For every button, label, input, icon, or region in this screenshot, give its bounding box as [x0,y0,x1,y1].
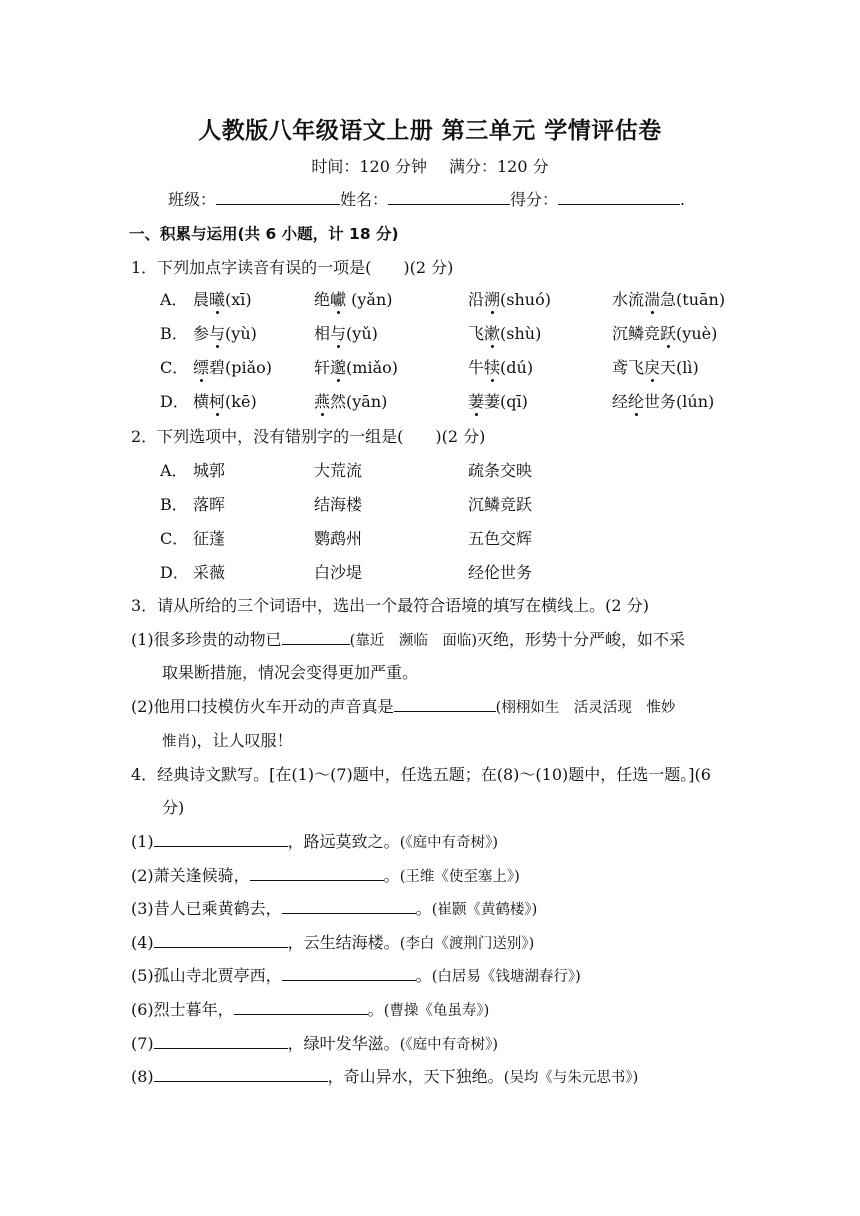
q2-option-letter: D． [160,563,189,582]
q1-option-item: 燕然(yān) [314,392,388,411]
name-label: 姓名： [340,190,389,209]
q2-option-item: 五色交辉 [468,529,533,548]
dotted-character: 漱 [484,324,501,343]
dotted-character: 萋 [468,392,485,411]
dotted-character: 犊 [484,358,501,377]
score-label: 得分： [510,190,559,209]
q3-s2-options: (栩栩如生 活灵活现 惟妙 [495,700,676,716]
q3-s2-text-end: ，让人叹服！ [196,731,293,750]
dotted-character: 柯 [209,392,226,411]
exam-meta [0,157,860,177]
section-heading: 一、积累与运用(共 6 小题，计 18 分) [129,225,399,243]
q4-answer-blank[interactable] [154,1067,328,1082]
q3-s1-text: (1)很多珍贵的动物已 [131,630,282,649]
dotted-character: 邈 [330,358,347,377]
q2-option-item: 沉鳞竞跃 [468,495,533,514]
dotted-character: 戾 [644,358,661,377]
q1-option-item: 经纶世务(lún) [612,392,715,411]
student-info-line [168,190,685,210]
q4-answer-blank[interactable] [282,899,416,914]
q2-option-item: 白沙堤 [314,563,363,582]
q2-option-letter: B． [160,495,188,514]
q2-option-item: 鹦鹉州 [314,529,363,548]
q1-option-letter: A． [160,290,188,309]
q3-s2-blank[interactable] [394,697,496,712]
q1-option-item: 轩邈(miǎo) [314,358,398,377]
q2-option-letter: C． [160,529,189,548]
q1-option-letter: C． [160,358,189,377]
dotted-character: 巘 [330,290,347,309]
q4-item: (4) ，云生结海楼。(李白《渡荆门送别》) [131,933,535,952]
q2-option-item: 经伦世务 [468,563,533,582]
dotted-character: 缥 [193,358,210,377]
q2-option-item: 疏条交映 [468,461,533,480]
q2-option-item: 结海楼 [314,495,363,514]
name-field[interactable] [388,190,510,205]
q2-option-item: 落晖 [193,495,226,514]
q1-option-item: 鸢飞戾天(lì) [612,358,699,377]
q2-option-letter: A． [160,461,188,480]
q4-answer-blank[interactable] [154,1034,288,1049]
q1-option-item: 横柯(kē) [193,392,257,411]
q3-s2-text: (2)他用口技模仿火车开动的声音真是 [131,697,394,716]
q1-option-item: 参与(yù) [193,324,257,343]
q3-stem: 3．请从所给的三个词语中，选出一个最符合语境的填写在横线上。(2 分) [131,596,649,615]
q4-answer-blank[interactable] [154,933,288,948]
class-label: 班级： [168,190,217,209]
q3-sentence-2-cont [162,731,293,752]
dotted-character: 湍 [644,290,661,309]
q2-option-item: 采薇 [193,563,226,582]
dotted-character: 跃 [660,324,677,343]
q3-sentence-1-cont: 取果断措施，情况会变得更加严重。 [162,663,419,682]
q3-s1-options: (靠近 濒临 面临) [349,633,477,649]
q1-option-item: 缥碧(piǎo) [193,358,273,377]
q4-item: (3)昔人已乘黄鹤去， 。(崔颢《黄鹤楼》) [131,899,538,918]
q1-option-item: 牛犊(dú) [468,358,534,377]
q4-item: (8) ，奇山异水，天下独绝。(吴均《与朱元思书》) [131,1067,639,1086]
q3-s2-options-end: 惟肖) [162,734,197,750]
dotted-character: 纶 [628,392,645,411]
q1-option-item: 飞漱(shù) [468,324,542,343]
q4-answer-blank[interactable] [234,1000,368,1015]
q1-option-item: 晨曦(xī) [193,290,252,309]
q2-option-item: 大荒流 [314,461,363,480]
q3-sentence-1 [131,630,685,651]
info-end: . [680,190,686,209]
q2-option-item: 征蓬 [193,529,226,548]
dotted-character: 燕 [314,392,331,411]
q3-sentence-2 [131,697,675,718]
q4-answer-blank[interactable] [154,832,288,847]
q1-option-item: 沉鳞竞跃(yuè) [612,324,718,343]
q4-item: (2)萧关逢候骑， 。(王维《使至塞上》) [131,866,520,885]
q3-s1-text-b: 灭绝，形势十分严峻，如不采 [477,630,686,649]
q4-item: (7) ，绿叶发华滋。(《庭中有奇树》) [131,1034,499,1053]
q1-option-item: 萋萋(qī) [468,392,528,411]
q2-option-item: 城郭 [193,461,226,480]
exam-time: 时间：120 分钟 [311,157,427,176]
score-field[interactable] [558,190,680,205]
q1-stem: 1．下列加点字读音有误的一项是( )(2 分) [131,258,454,277]
q4-item: (6)烈士暮年， 。(曹操《龟虽寿》) [131,1000,490,1019]
dotted-character: 与 [330,324,347,343]
q4-stem-cont: 分) [162,798,185,817]
q4-answer-blank[interactable] [250,866,384,881]
dotted-character: 曦 [209,290,226,309]
q1-option-item: 沿溯(shuó) [468,290,551,309]
q4-answer-blank[interactable] [282,966,416,981]
page-title: 人教版八年级语文上册 第三单元 学情评估卷 [198,118,662,144]
q1-option-item: 绝巘 (yǎn) [314,290,393,309]
q4-item: (5)孤山寺北贾亭西， 。(白居易《钱塘湖春行》) [131,966,581,985]
q4-stem: 4．经典诗文默写。[在(1)～(7)题中，任选五题；在(8)～(10)题中，任选一题。](6 [131,765,711,784]
q4-item: (1) ，路远莫致之。(《庭中有奇树》) [131,832,499,851]
q1-option-item: 水流湍急(tuān) [612,290,726,309]
class-field[interactable] [216,190,340,205]
q1-option-letter: B． [160,324,188,343]
q1-option-item: 相与(yǔ) [314,324,378,343]
q3-s1-blank[interactable] [282,630,350,645]
dotted-character: 与 [209,324,226,343]
dotted-character: 溯 [484,290,501,309]
q1-option-letter: D． [160,392,189,411]
exam-full-score: 满分：120 分 [449,157,549,176]
q2-stem: 2．下列选项中，没有错别字的一组是( )(2 分) [131,427,486,446]
